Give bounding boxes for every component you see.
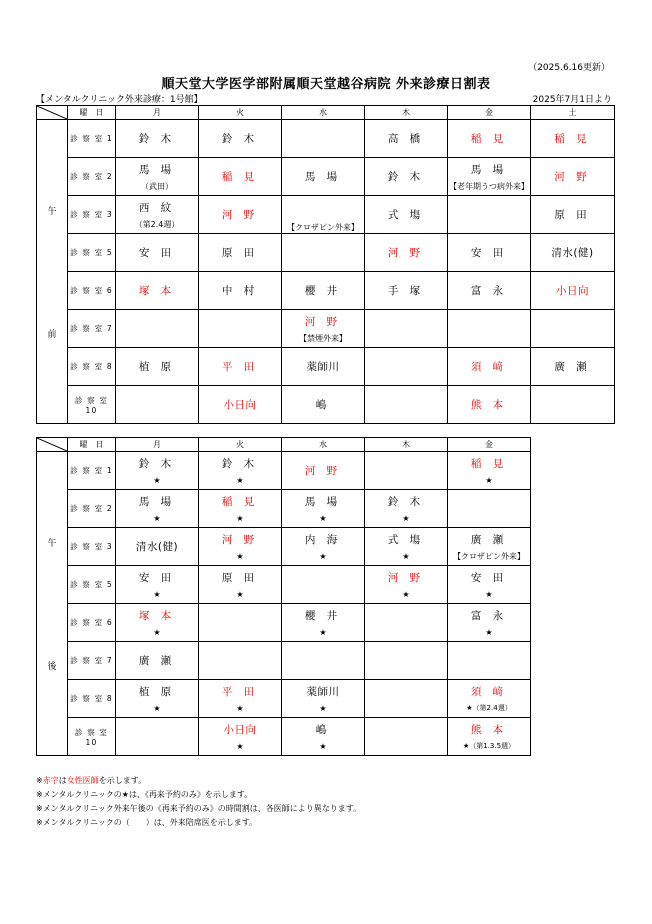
doctor-name: 熊 本 <box>470 724 508 736</box>
doctor-cell <box>448 386 531 424</box>
doctor-cell <box>448 310 531 348</box>
doctor-cell <box>199 386 282 424</box>
doctor-cell <box>116 642 199 680</box>
reappointment-star: ★ <box>402 514 410 523</box>
room-row <box>37 310 615 348</box>
doctor-cell <box>448 272 531 310</box>
doctor-cell <box>365 452 448 490</box>
doctor-cell <box>116 680 199 718</box>
doctor-cell <box>116 528 199 566</box>
doctor-cell <box>365 490 448 528</box>
corner-cell <box>37 438 68 452</box>
room-label: 診 察 室 3 <box>68 196 116 234</box>
doctor-cell <box>365 348 448 386</box>
reappointment-star: ★ <box>319 628 327 637</box>
doctor-cell <box>282 386 365 424</box>
doctor-cell <box>199 528 282 566</box>
doctor-name: 植 原 <box>138 686 176 698</box>
footnote-line <box>36 802 361 816</box>
room-label: 診 察 室 10 <box>68 718 116 756</box>
doctor-cell <box>282 566 365 604</box>
period-label-bottom: 後 <box>47 661 57 672</box>
doctor-name: 鈴 木 <box>387 171 425 183</box>
room-label: 診 察 室 5 <box>68 566 116 604</box>
doctor-name: 鈴 木 <box>221 458 259 470</box>
doctor-cell <box>116 604 199 642</box>
day-label: 曜 日 <box>68 438 116 452</box>
doctor-cell <box>448 642 531 680</box>
doctor-name: 廣 瀬 <box>554 361 591 373</box>
footnote-text: ※メンタルクリニックの★は、《再来予約のみ》を示します。 <box>36 790 253 799</box>
doctor-name: 中 村 <box>221 285 259 297</box>
doctor-name: 馬 場 <box>304 496 342 508</box>
doctor-name: 櫻 井 <box>304 610 342 622</box>
doctor-name: 稲 見 <box>221 171 259 183</box>
room-row <box>37 272 615 310</box>
reappointment-star: ★ <box>319 704 327 713</box>
doctor-cell <box>199 310 282 348</box>
doctor-cell <box>448 604 531 642</box>
period-label-bottom: 前 <box>47 329 57 340</box>
room-row <box>37 528 531 566</box>
period-cell <box>37 120 68 424</box>
reappointment-star: ★ <box>153 514 161 523</box>
special-clinic-label: 【クロザピン外来】 <box>287 223 359 232</box>
room-row <box>37 566 531 604</box>
room-row <box>37 604 531 642</box>
doctor-name: 廣 瀬 <box>138 655 176 667</box>
doctor-cell <box>116 386 199 424</box>
reappointment-star: ★ <box>485 628 493 637</box>
doctor-cell <box>365 272 448 310</box>
room-label: 診 察 室 7 <box>68 310 116 348</box>
day-header: 月 <box>116 438 199 452</box>
day-header: 火 <box>199 438 282 452</box>
doctor-name: 熊 本 <box>470 399 508 411</box>
doctor-cell <box>282 348 365 386</box>
footnote-text: は <box>58 776 67 785</box>
room-label: 診 察 室 6 <box>68 272 116 310</box>
doctor-cell <box>116 452 199 490</box>
doctor-name: 河 野 <box>221 209 259 221</box>
doctor-cell <box>282 680 365 718</box>
doctor-cell <box>199 718 282 756</box>
doctor-name: 須 﨑 <box>470 361 508 373</box>
special-clinic-label: 【禁煙外来】 <box>299 333 347 343</box>
day-header: 月 <box>116 106 199 120</box>
reappointment-star: ★ <box>402 552 410 561</box>
doctor-name: 式 塲 <box>387 209 425 221</box>
doctor-cell <box>282 272 365 310</box>
day-header: 木 <box>365 106 448 120</box>
doctor-name: 西 紋 <box>138 201 176 214</box>
doctor-name: 河 野 <box>387 572 425 584</box>
period-label-top: 午 <box>47 206 57 217</box>
reappointment-star: ★ <box>319 742 327 751</box>
room-row <box>37 196 615 234</box>
page-title: 順天堂大学医学部附属順天堂越谷病院 外来診療日割表 <box>161 77 491 92</box>
doctor-name: 馬 場 <box>138 163 176 176</box>
doctor-name: 塚 本 <box>138 610 176 622</box>
doctor-cell <box>282 718 365 756</box>
doctor-name: 鈴 木 <box>387 496 425 508</box>
doctor-name: 稲 見 <box>470 458 508 470</box>
doctor-name: 平 田 <box>221 686 259 698</box>
doctor-name: 河 野 <box>304 315 342 328</box>
doctor-name: 植 原 <box>138 361 176 373</box>
doctor-cell <box>448 196 531 234</box>
day-header-row <box>37 106 615 120</box>
doctor-cell <box>365 604 448 642</box>
room-label: 診 察 室 3 <box>68 528 116 566</box>
doctor-name: 稲 見 <box>221 496 259 508</box>
doctor-cell <box>531 272 615 310</box>
doctor-name: 安 田 <box>138 247 176 259</box>
doctor-cell <box>448 452 531 490</box>
doctor-name: 薬師川 <box>306 686 340 698</box>
doctor-cell <box>199 196 282 234</box>
day-header: 火 <box>199 106 282 120</box>
doctor-cell <box>282 310 365 348</box>
pm-schedule-table <box>36 437 531 756</box>
doctor-name: 薬師川 <box>306 361 340 373</box>
doctor-cell <box>531 158 615 196</box>
footnote-text: ※メンタルクリニック外来午後の《再来予約のみ》の時間割は、各医師により異なります。 <box>36 804 362 813</box>
reappointment-star: ★ <box>319 552 327 561</box>
doctor-name: 稲 見 <box>470 133 508 145</box>
reappointment-star: ★ <box>236 476 244 485</box>
day-header: 金 <box>448 438 531 452</box>
reappointment-star: ★ <box>236 704 244 713</box>
day-header-row <box>37 438 531 452</box>
attending-doctor: （武田） <box>141 181 173 191</box>
doctor-cell <box>448 680 531 718</box>
doctor-cell <box>365 566 448 604</box>
doctor-cell <box>199 604 282 642</box>
doctor-cell <box>365 386 448 424</box>
doctor-name: 嶋 <box>315 399 331 411</box>
doctor-name: 小日向 <box>223 724 257 736</box>
day-header: 金 <box>448 106 531 120</box>
doctor-name: 安 田 <box>470 572 508 584</box>
doctor-name: 式 塲 <box>387 534 425 546</box>
reappointment-star: ★ <box>236 552 244 561</box>
doctor-cell <box>282 490 365 528</box>
reappointment-star: ★ <box>153 628 161 637</box>
doctor-cell <box>282 158 365 196</box>
am-schedule-table <box>36 105 615 424</box>
doctor-cell <box>531 120 615 158</box>
doctor-cell <box>448 120 531 158</box>
reappointment-star: ★ <box>402 590 410 599</box>
doctor-cell <box>365 120 448 158</box>
doctor-cell <box>448 158 531 196</box>
footnote-text: ※メンタルクリニックの（ ）は、外来陪席医を示します。 <box>36 818 258 827</box>
doctor-name: 櫻 井 <box>304 285 342 297</box>
footnote-line <box>36 816 361 830</box>
clinic-location: 【メンタルクリニック外来診療：1号館】 <box>36 95 203 105</box>
doctor-cell <box>448 566 531 604</box>
special-clinic-label: 【クロザピン外来】 <box>453 551 525 561</box>
doctor-cell <box>365 718 448 756</box>
doctor-name: 鈴 木 <box>221 133 259 145</box>
updated-date: （2025.6.16更新） <box>528 63 610 73</box>
doctor-cell <box>282 604 365 642</box>
period-label-top: 午 <box>47 538 57 549</box>
doctor-name: 河 野 <box>221 534 259 546</box>
reappointment-star: ★ <box>319 514 327 523</box>
room-label: 診 察 室 1 <box>68 120 116 158</box>
special-clinic-label: 【老年期うつ病外来】 <box>449 181 529 191</box>
doctor-name: 富 永 <box>470 285 508 297</box>
doctor-cell <box>448 348 531 386</box>
day-header: 水 <box>282 438 365 452</box>
doctor-name: 廣 瀬 <box>470 533 508 546</box>
doctor-cell <box>365 528 448 566</box>
doctor-name: 富 永 <box>470 610 508 622</box>
footnote-line <box>36 788 361 802</box>
doctor-cell <box>448 490 531 528</box>
doctor-cell <box>199 452 282 490</box>
doctor-cell <box>199 680 282 718</box>
room-label: 診 察 室 8 <box>68 680 116 718</box>
doctor-name: 平 田 <box>221 361 259 373</box>
reappointment-star: ★ <box>153 590 161 599</box>
day-header: 土 <box>531 106 615 120</box>
doctor-cell <box>531 310 615 348</box>
room-label: 診 察 室 2 <box>68 490 116 528</box>
doctor-name: 高 橋 <box>387 133 425 145</box>
room-row <box>37 158 615 196</box>
doctor-cell <box>531 234 615 272</box>
doctor-cell <box>199 490 282 528</box>
doctor-name: 内 海 <box>304 534 342 546</box>
doctor-name: 馬 場 <box>304 171 342 183</box>
doctor-name: 小日向 <box>556 285 589 297</box>
day-header: 木 <box>365 438 448 452</box>
room-label: 診 察 室 6 <box>68 604 116 642</box>
doctor-name: 馬 場 <box>470 163 508 176</box>
doctor-cell <box>282 196 365 234</box>
attending-doctor: （第2.4週） <box>134 219 180 229</box>
room-row <box>37 718 531 756</box>
room-row <box>37 234 615 272</box>
doctor-name: 嶋 <box>315 724 331 736</box>
room-row <box>37 452 531 490</box>
doctor-cell <box>199 158 282 196</box>
reappointment-star: ★ <box>485 590 493 599</box>
doctor-name: 清水(健) <box>551 247 594 259</box>
doctor-name: 鈴 木 <box>138 133 176 145</box>
doctor-cell <box>282 642 365 680</box>
footnotes <box>36 774 361 830</box>
doctor-cell <box>531 348 615 386</box>
doctor-name: 稲 見 <box>554 133 591 145</box>
room-label: 診 察 室 7 <box>68 642 116 680</box>
doctor-cell <box>116 718 199 756</box>
doctor-cell <box>448 234 531 272</box>
footnote-text: 赤字 <box>42 776 59 785</box>
reappointment-star-note: ★（第1.3.5週） <box>462 742 516 750</box>
doctor-name: 安 田 <box>138 572 176 584</box>
effective-date: 2025年7月1日より <box>532 95 612 105</box>
doctor-cell <box>531 196 615 234</box>
reappointment-star: ★ <box>236 514 244 523</box>
doctor-name: 原 田 <box>221 247 259 259</box>
footnote-text: 女性医師 <box>66 776 99 785</box>
doctor-cell <box>116 310 199 348</box>
diagonal-line <box>37 438 67 451</box>
doctor-name: 手 塚 <box>387 285 425 297</box>
doctor-cell <box>282 452 365 490</box>
doctor-cell <box>365 680 448 718</box>
doctor-name: 安 田 <box>470 247 508 259</box>
doctor-name: 原 田 <box>554 209 591 221</box>
doctor-cell <box>199 642 282 680</box>
room-row <box>37 386 615 424</box>
doctor-cell <box>116 272 199 310</box>
doctor-cell <box>199 348 282 386</box>
room-row <box>37 348 615 386</box>
reappointment-star-note: ★（第2.4週） <box>466 704 512 712</box>
room-label: 診 察 室 8 <box>68 348 116 386</box>
doctor-name: 河 野 <box>304 465 342 477</box>
reappointment-star: ★ <box>236 590 244 599</box>
doctor-name: 河 野 <box>387 247 425 259</box>
doctor-cell <box>365 234 448 272</box>
doctor-cell <box>116 158 199 196</box>
doctor-cell <box>116 234 199 272</box>
doctor-name: 河 野 <box>554 171 591 183</box>
room-label: 診 察 室 10 <box>68 386 116 424</box>
room-label: 診 察 室 1 <box>68 452 116 490</box>
day-header: 水 <box>282 106 365 120</box>
doctor-cell <box>116 348 199 386</box>
room-row <box>37 490 531 528</box>
reappointment-star: ★ <box>236 742 244 751</box>
doctor-cell <box>531 386 615 424</box>
footnote-line <box>36 774 361 788</box>
doctor-name: 鈴 木 <box>138 458 176 470</box>
room-row <box>37 642 531 680</box>
footnote-text: ※ <box>36 776 43 785</box>
doctor-name: 清水(健) <box>135 541 179 553</box>
room-row <box>37 120 615 158</box>
doctor-name: 塚 本 <box>138 285 176 297</box>
doctor-name: 小日向 <box>223 399 257 411</box>
day-label: 曜 日 <box>68 106 116 120</box>
doctor-cell <box>282 528 365 566</box>
reappointment-star: ★ <box>485 476 493 485</box>
room-label: 診 察 室 5 <box>68 234 116 272</box>
doctor-cell <box>116 120 199 158</box>
doctor-cell <box>199 120 282 158</box>
room-label: 診 察 室 2 <box>68 158 116 196</box>
doctor-cell <box>365 158 448 196</box>
footnote-text: を示します。 <box>98 776 147 785</box>
doctor-cell <box>116 566 199 604</box>
room-row <box>37 680 531 718</box>
doctor-cell <box>365 196 448 234</box>
doctor-name: 馬 場 <box>138 496 176 508</box>
doctor-cell <box>448 528 531 566</box>
doctor-cell <box>116 490 199 528</box>
corner-cell <box>37 106 68 120</box>
doctor-cell <box>116 196 199 234</box>
reappointment-star: ★ <box>153 476 161 485</box>
doctor-cell <box>365 310 448 348</box>
period-cell <box>37 452 68 756</box>
doctor-cell <box>282 120 365 158</box>
doctor-cell <box>282 234 365 272</box>
doctor-name: 原 田 <box>221 572 259 584</box>
doctor-cell <box>199 234 282 272</box>
doctor-cell <box>365 642 448 680</box>
diagonal-line <box>37 106 67 119</box>
doctor-cell <box>199 272 282 310</box>
reappointment-star: ★ <box>153 704 161 713</box>
doctor-name: 須 﨑 <box>470 686 508 698</box>
doctor-cell <box>448 718 531 756</box>
doctor-cell <box>199 566 282 604</box>
